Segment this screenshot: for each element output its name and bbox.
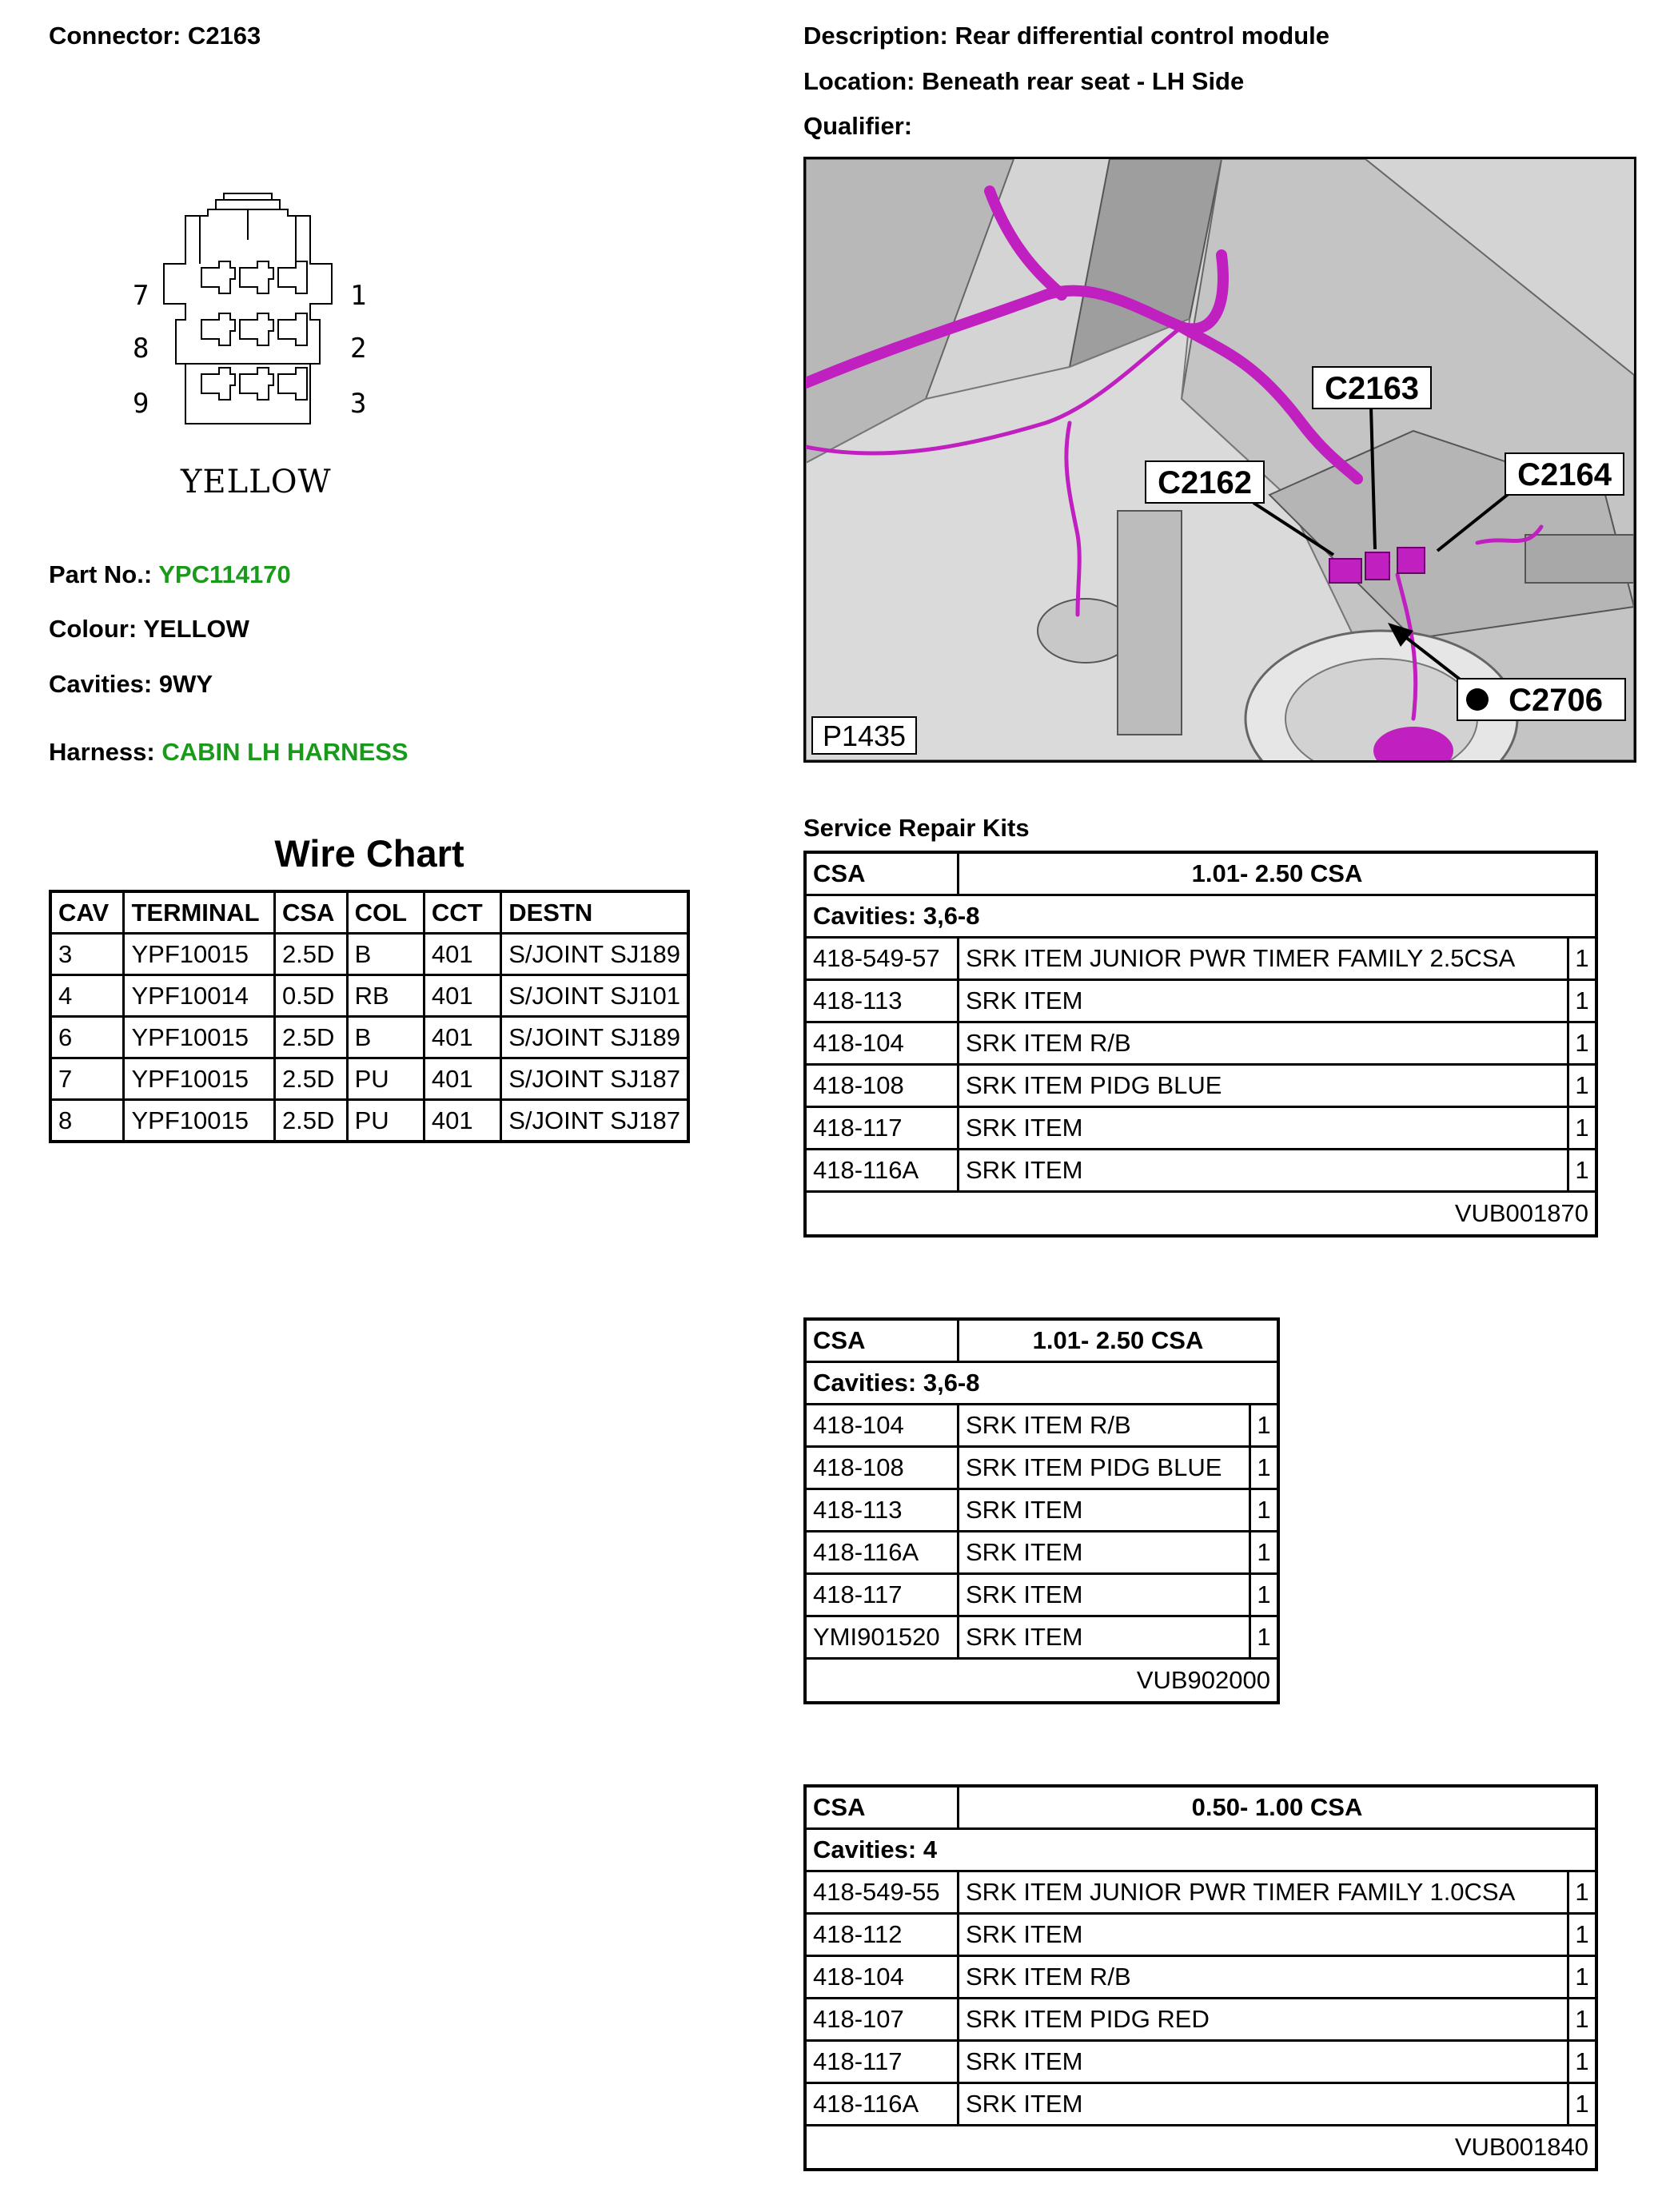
cavity-number-2: 2 — [350, 333, 367, 365]
kit-part-number: 418-113 — [805, 1489, 959, 1532]
callout-c2163: C2163 — [1325, 371, 1419, 406]
table-row — [805, 1616, 1278, 1659]
kit-item-description: SRK ITEM R/B — [959, 1022, 1568, 1065]
cell-cav: 3 — [50, 934, 124, 975]
kit-item-description: SRK ITEM JUNIOR PWR TIMER FAMILY 2.5CSA — [959, 938, 1568, 980]
kit-header-row — [805, 852, 1596, 895]
kit-item-description: SRK ITEM JUNIOR PWR TIMER FAMILY 1.0CSA — [959, 1871, 1568, 1914]
cavity-number-7: 7 — [133, 280, 149, 312]
cell-cav: 6 — [50, 1017, 124, 1058]
kit-ref: VUB001840 — [805, 2126, 1596, 2170]
kit-part-number: 418-117 — [805, 1107, 959, 1150]
cell-cav: 7 — [50, 1058, 124, 1100]
kit-item-description: SRK ITEM R/B — [959, 1405, 1250, 1447]
table-row — [805, 1532, 1278, 1574]
kit-item-description: SRK ITEM — [959, 1616, 1250, 1659]
kit-part-number: 418-549-55 — [805, 1871, 959, 1914]
kit-item-qty: 1 — [1568, 2083, 1597, 2126]
kit-item-qty: 1 — [1568, 1022, 1597, 1065]
cell-cct: 401 — [424, 1100, 500, 1142]
cavity-number-8: 8 — [133, 333, 149, 365]
kit-part-number: YMI901520 — [805, 1616, 959, 1659]
kit-ref-row — [805, 2126, 1596, 2170]
wire-chart-title: Wire Chart — [274, 832, 464, 875]
col-header-destn: DESTN — [501, 891, 688, 934]
cell-destn: S/JOINT SJ187 — [501, 1058, 688, 1100]
col-header-csa: CSA — [274, 891, 347, 934]
table-row — [805, 2041, 1596, 2083]
kit-part-number: 418-104 — [805, 1405, 959, 1447]
col-header-cav: CAV — [50, 891, 124, 934]
cell-col: B — [347, 934, 424, 975]
kit-ref-row — [805, 1659, 1278, 1704]
kit-part-number: 418-112 — [805, 1914, 959, 1956]
table-row — [805, 1022, 1596, 1065]
kit-part-number: 418-117 — [805, 1574, 959, 1616]
cell-terminal: YPF10015 — [124, 934, 274, 975]
table-row — [50, 1058, 688, 1100]
kit-item-qty: 1 — [1250, 1574, 1279, 1616]
kit-item-qty: 1 — [1568, 1150, 1597, 1192]
kit-csa-range: 1.01- 2.50 CSA — [959, 852, 1597, 895]
kit-csa-range: 0.50- 1.00 CSA — [959, 1786, 1597, 1829]
cell-col: PU — [347, 1058, 424, 1100]
kit-ref: VUB001870 — [805, 1192, 1596, 1237]
kit-part-number: 418-108 — [805, 1447, 959, 1489]
kit-item-description: SRK ITEM — [959, 2041, 1568, 2083]
kit-item-description: SRK ITEM — [959, 980, 1568, 1022]
table-row — [805, 2083, 1596, 2126]
wire-chart-header-row — [50, 891, 688, 934]
callout-c2164: C2164 — [1517, 457, 1612, 492]
kit-item-description: SRK ITEM R/B — [959, 1956, 1568, 1999]
qualifier: Qualifier: — [803, 112, 913, 140]
ground-dot-icon — [1466, 688, 1489, 711]
kit-cavities-row — [805, 1829, 1596, 1871]
kit-item-description: SRK ITEM — [959, 1914, 1568, 1956]
col-header-col: COL — [347, 891, 424, 934]
service-kit-table-3 — [803, 1784, 1598, 2171]
part-number — [49, 560, 291, 589]
part-number-value: YPC114170 — [158, 560, 291, 588]
kit-item-qty: 1 — [1568, 1914, 1597, 1956]
cell-csa: 2.5D — [274, 934, 347, 975]
cell-destn: S/JOINT SJ189 — [501, 934, 688, 975]
kit-item-description: SRK ITEM — [959, 1574, 1250, 1616]
description: Description: Rear differential control module — [803, 22, 1329, 50]
kit-item-qty: 1 — [1250, 1532, 1279, 1574]
kit-item-description: SRK ITEM — [959, 1150, 1568, 1192]
kit-part-number: 418-117 — [805, 2041, 959, 2083]
harness-info — [49, 738, 409, 767]
kit-item-qty: 1 — [1568, 2041, 1597, 2083]
kit-header-row — [805, 1319, 1278, 1362]
table-row — [50, 1100, 688, 1142]
kit-item-description: SRK ITEM — [959, 2083, 1568, 2126]
location-illustration-svg — [806, 159, 1634, 760]
kit-part-number: 418-116A — [805, 1150, 959, 1192]
kit-item-description: SRK ITEM PIDG BLUE — [959, 1065, 1568, 1107]
cell-cav: 8 — [50, 1100, 124, 1142]
kit-cavities: Cavities: 4 — [805, 1829, 1596, 1871]
connector-colour-label: YELLOW — [181, 464, 332, 500]
kit-part-number: 418-116A — [805, 2083, 959, 2126]
cell-csa: 2.5D — [274, 1058, 347, 1100]
kit-ref: VUB902000 — [805, 1659, 1278, 1704]
table-row — [805, 1914, 1596, 1956]
table-row — [805, 1999, 1596, 2041]
wire-chart-table — [49, 890, 690, 1143]
kit-part-number: 418-549-57 — [805, 938, 959, 980]
kit-csa-range: 1.01- 2.50 CSA — [959, 1319, 1279, 1362]
table-row — [805, 1574, 1278, 1616]
table-row — [50, 1017, 688, 1058]
kit-item-description: SRK ITEM PIDG BLUE — [959, 1447, 1250, 1489]
table-row — [805, 1871, 1596, 1914]
kit-item-qty: 1 — [1250, 1447, 1279, 1489]
kit-item-description: SRK ITEM — [959, 1489, 1250, 1532]
table-row — [805, 1150, 1596, 1192]
kit-ref-row — [805, 1192, 1596, 1237]
cell-cct: 401 — [424, 934, 500, 975]
cell-cct: 401 — [424, 975, 500, 1017]
cell-terminal: YPF10014 — [124, 975, 274, 1017]
connector-id: Connector: C2163 — [49, 22, 261, 50]
service-kits-title: Service Repair Kits — [803, 814, 1030, 842]
kit-header-row — [805, 1786, 1596, 1829]
col-header-cct: CCT — [424, 891, 500, 934]
kit-csa-label: CSA — [805, 1319, 959, 1362]
kit-item-qty: 1 — [1568, 1999, 1597, 2041]
service-kit-table-2 — [803, 1317, 1280, 1704]
kit-cavities-row — [805, 895, 1596, 938]
table-row — [805, 938, 1596, 980]
kit-item-qty: 1 — [1250, 1489, 1279, 1532]
kit-item-qty: 1 — [1568, 1065, 1597, 1107]
cell-col: RB — [347, 975, 424, 1017]
cell-csa: 2.5D — [274, 1100, 347, 1142]
kit-item-qty: 1 — [1568, 1956, 1597, 1999]
harness-label: Harness: — [49, 738, 155, 766]
cavity-number-9: 9 — [133, 388, 149, 420]
cell-csa: 2.5D — [274, 1017, 347, 1058]
kit-part-number: 418-104 — [805, 1956, 959, 1999]
cell-terminal: YPF10015 — [124, 1058, 274, 1100]
kit-item-qty: 1 — [1568, 980, 1597, 1022]
location: Location: Beneath rear seat - LH Side — [803, 67, 1245, 95]
kit-part-number: 418-116A — [805, 1532, 959, 1574]
kit-item-description: SRK ITEM — [959, 1532, 1250, 1574]
harness-value: CABIN LH HARNESS — [161, 738, 409, 766]
callout-c2162: C2162 — [1158, 465, 1252, 500]
kit-item-qty: 1 — [1250, 1616, 1279, 1659]
kit-part-number: 418-108 — [805, 1065, 959, 1107]
table-row — [805, 1447, 1278, 1489]
kit-item-qty: 1 — [1568, 938, 1597, 980]
kit-csa-label: CSA — [805, 852, 959, 895]
kit-part-number: 418-104 — [805, 1022, 959, 1065]
kit-part-number: 418-113 — [805, 980, 959, 1022]
table-row — [50, 934, 688, 975]
callout-c2706: C2706 — [1509, 683, 1603, 718]
kit-item-description: SRK ITEM PIDG RED — [959, 1999, 1568, 2041]
table-row — [805, 1107, 1596, 1150]
kit-cavities: Cavities: 3,6-8 — [805, 1362, 1278, 1405]
cell-destn: S/JOINT SJ189 — [501, 1017, 688, 1058]
table-row — [805, 980, 1596, 1022]
table-row — [805, 1956, 1596, 1999]
kit-item-qty: 1 — [1250, 1405, 1279, 1447]
kit-cavities-row — [805, 1362, 1278, 1405]
cell-csa: 0.5D — [274, 975, 347, 1017]
table-row — [805, 1405, 1278, 1447]
kit-part-number: 418-107 — [805, 1999, 959, 2041]
cell-destn: S/JOINT SJ101 — [501, 975, 688, 1017]
cell-cct: 401 — [424, 1058, 500, 1100]
kit-cavities: Cavities: 3,6-8 — [805, 895, 1596, 938]
colour-info: Colour: YELLOW — [49, 615, 249, 643]
part-number-label: Part No.: — [49, 560, 153, 588]
col-header-terminal: TERMINAL — [124, 891, 274, 934]
table-row — [805, 1489, 1278, 1532]
photo-ref: P1435 — [822, 719, 907, 752]
cavity-number-3: 3 — [350, 388, 367, 420]
cavities-info: Cavities: 9WY — [49, 670, 213, 698]
cavity-number-1: 1 — [350, 280, 367, 312]
cell-cav: 4 — [50, 975, 124, 1017]
cell-destn: S/JOINT SJ187 — [501, 1100, 688, 1142]
cell-terminal: YPF10015 — [124, 1100, 274, 1142]
location-illustration — [803, 157, 1636, 763]
table-row — [805, 1065, 1596, 1107]
cell-col: B — [347, 1017, 424, 1058]
kit-item-qty: 1 — [1568, 1871, 1597, 1914]
kit-csa-label: CSA — [805, 1786, 959, 1829]
kit-item-qty: 1 — [1568, 1107, 1597, 1150]
cell-cct: 401 — [424, 1017, 500, 1058]
kit-item-description: SRK ITEM — [959, 1107, 1568, 1150]
service-kit-table-1 — [803, 851, 1598, 1238]
cell-col: PU — [347, 1100, 424, 1142]
cell-terminal: YPF10015 — [124, 1017, 274, 1058]
table-row — [50, 975, 688, 1017]
